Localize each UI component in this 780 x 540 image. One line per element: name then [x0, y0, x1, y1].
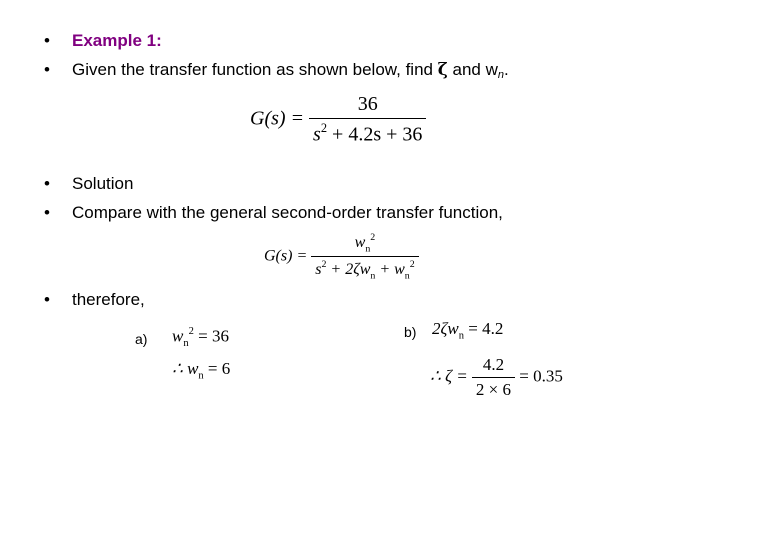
- bullet-therefore: [44, 290, 145, 310]
- a2-sub: n: [198, 370, 204, 382]
- a1-exp: 2: [188, 326, 194, 337]
- bullet-marker: •: [44, 290, 50, 309]
- b1-sub: n: [458, 330, 464, 342]
- general-transfer-function: [264, 232, 419, 282]
- given-subscript: n: [497, 69, 505, 81]
- eq-lhs: G(s) =: [250, 107, 305, 130]
- bullet-marker: •: [44, 31, 50, 50]
- den-s: s: [315, 261, 322, 279]
- b2-rest: = 0.35: [519, 366, 563, 386]
- bullet-marker: •: [44, 174, 50, 193]
- eq-numerator: 36: [357, 93, 378, 115]
- compare-text: Compare with the general second-order transfer function,: [72, 203, 503, 222]
- given-text-end: .: [504, 60, 509, 79]
- num-w: w: [354, 233, 366, 251]
- den-plus: + w: [375, 261, 405, 279]
- part-b-equation-1: [432, 319, 503, 342]
- a1-rest: = 36: [193, 326, 229, 346]
- bullet-marker: •: [44, 60, 50, 79]
- den-exp: 2: [321, 259, 327, 271]
- eq-denominator: [311, 256, 418, 281]
- eq-denominator: [309, 118, 426, 147]
- part-a-equation-2: [172, 359, 230, 382]
- den-mid: + 2ζw: [326, 261, 371, 279]
- num-sub: n: [365, 243, 371, 255]
- example-title: Example 1:: [72, 31, 162, 50]
- den-exp2: 2: [409, 259, 415, 271]
- part-a-label: a): [135, 331, 148, 347]
- part-b-equation-2: [430, 355, 563, 400]
- den-sub1: n: [370, 270, 376, 282]
- den-exp: 2: [320, 121, 328, 135]
- zeta-symbol: ζ: [437, 60, 448, 80]
- b2-pre: ∴ ζ =: [430, 366, 468, 386]
- eq-fraction: [309, 93, 426, 147]
- den-s: s: [313, 123, 321, 146]
- bullet-solution: [44, 174, 133, 194]
- b2-denominator: 2 × 6: [472, 377, 515, 400]
- given-text: [72, 60, 509, 85]
- eq-fraction: [311, 232, 418, 282]
- solution-text: Solution: [72, 174, 134, 193]
- bullet-compare: [44, 203, 503, 223]
- b1-rest: = 4.2: [464, 319, 504, 338]
- eq-lhs: G(s) =: [264, 247, 308, 265]
- den-sub2: n: [404, 270, 410, 282]
- a1-sub: n: [183, 338, 189, 350]
- num-exp: 2: [370, 232, 376, 243]
- a1-w: w: [172, 326, 184, 346]
- b2-fraction: [472, 355, 515, 400]
- a2-pre: ∴ w: [172, 359, 199, 378]
- bullet-marker: •: [44, 203, 50, 222]
- eq-numerator: [351, 232, 380, 256]
- part-b-label: b): [404, 324, 417, 340]
- bullet-given: [44, 60, 509, 85]
- b2-numerator: 4.2: [482, 355, 505, 374]
- therefore-text: therefore,: [72, 290, 145, 309]
- given-transfer-function: [250, 93, 426, 147]
- bullet-example-title: [44, 31, 162, 51]
- given-text-middle: and w: [447, 60, 498, 79]
- part-a-equation-1: [172, 326, 229, 349]
- b1-pre: 2ζw: [432, 319, 459, 338]
- den-rest: + 4.2s + 36: [327, 123, 423, 146]
- given-text-start: Given the transfer function as shown below, find: [72, 60, 438, 79]
- a2-rest: = 6: [203, 359, 231, 378]
